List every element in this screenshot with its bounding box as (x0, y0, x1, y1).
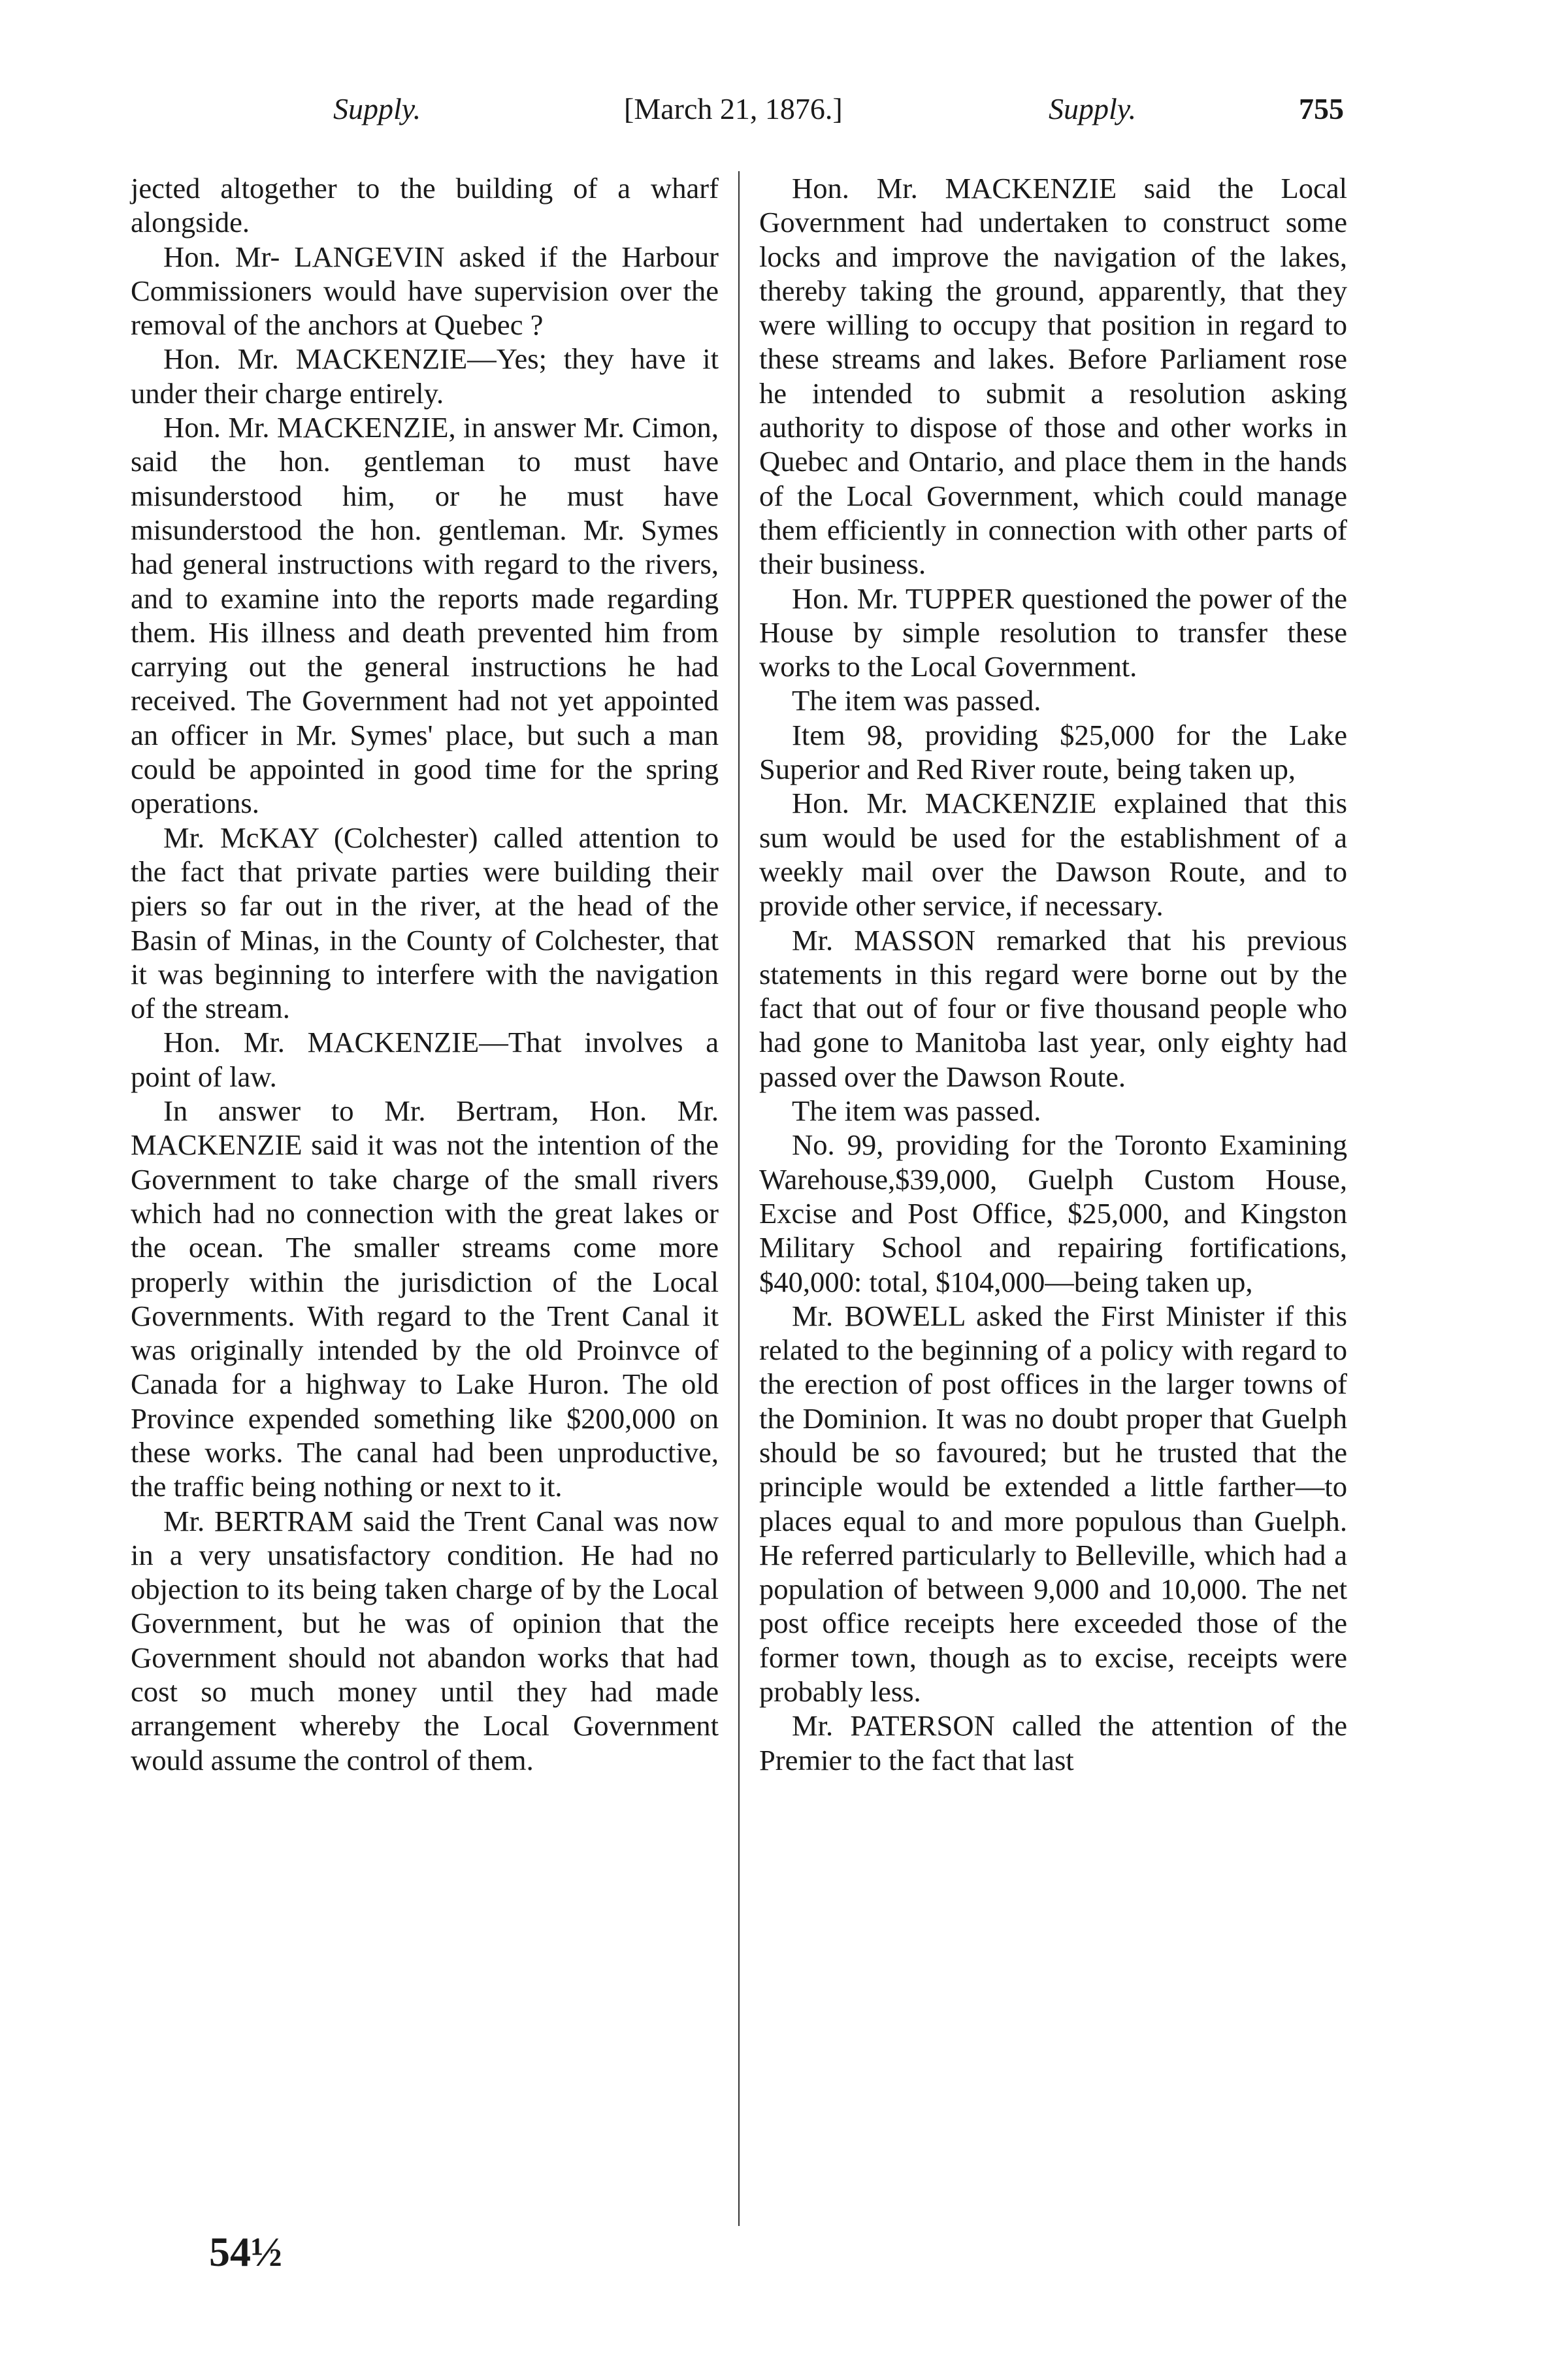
paragraph: Mr. MASSON remarked that his previous statements in this regard were borne out by the fact that out of four or five thousand people who had gone to Manitoba last year, only eighty had passed over the Dawson Route. (759, 923, 1347, 1093)
running-header (0, 91, 1568, 137)
paragraph: No. 99, providing for the Toronto Examining Warehouse,$39,000, Guelph Custom House, Excise and Post Office, $25,000, and Kingston Military School and repairing fortifications, $40,000: total, $104,000—being taken up, (759, 1128, 1347, 1298)
header-date: [March 21, 1876.] (624, 92, 843, 125)
paragraph: Hon. Mr. MACKENZIE—That involves a point of law. (131, 1026, 719, 1093)
paragraph: Mr. PATERSON called the attention of the Premier to the fact that last (759, 1709, 1347, 1776)
paragraph: Item 98, providing $25,000 for the Lake Superior and Red River route, being taken up, (759, 718, 1347, 786)
column-divider (738, 171, 740, 2226)
paragraph: Hon. Mr. MACKENZIE—Yes; they have it under their charge entirely. (131, 342, 719, 410)
paragraph: The item was passed. (792, 684, 1041, 717)
signature-mark: 54½ (209, 2229, 282, 2275)
right-column (759, 171, 1347, 1777)
left-column (131, 171, 719, 1777)
paragraph: Hon. Mr. MACKENZIE said the Local Government had undertaken to construct some locks and improve the navigation of the lakes, thereby taking the ground, apparently, that they were willing to occupy that position in regard to these streams and lakes. Before Parliament rose he intended to submit a resolution asking authority to dispose of those and other works in Quebec and Ontario, and place them in the hands of the Local Government, which could manage them efficiently in connection with other parts of their business. (759, 172, 1347, 581)
paragraph: Mr. BOWELL asked the First Minister if this related to the beginning of a policy with regard to the erection of post offices in the larger towns of the Dominion. It was no doubt proper that Guelph should be so favoured; but he trusted that the principle would be extended a little farther—to places equal to and more populous than Guelph. He referred particularly to Belleville, which had a population of between 9,000 and 10,000. The net post office receipts here exceeded those of the former town, though as to excise, receipts were probably less. (759, 1299, 1347, 1709)
paragraph: Mr. McKAY (Colchester) called attention to the fact that private parties were building their piers so far out in the river, at the head of the Basin of Minas, in the County of Colchester, that it was beginning to interfere with the navigation of the stream. (131, 821, 719, 1025)
header-right-title: Supply. (1049, 92, 1137, 125)
paragraph: Hon. Mr. TUPPER questioned the power of the House by simple resolution to transfer these works to the Local Government. (759, 581, 1347, 683)
paragraph: Hon. Mr. MACKENZIE, in answer Mr. Cimon, said the hon. gentleman to must have misunderstood him, or he must have misunderstood the hon. gentleman. Mr. Symes had general instructions with regard to the rivers, and to examine into the reports made regarding them. His illness and death prevented him from carrying out the general instructions he had received. The Government had not yet appointed an officer in Mr. Symes' place, but such a man could be appointed in good time for the spring operations. (131, 411, 719, 820)
paragraph: Hon. Mr- LANGEVIN asked if the Harbour Commissioners would have supervision over the removal of the anchors at Quebec ? (131, 240, 719, 342)
paragraph: In answer to Mr. Bertram, Hon. Mr. MACKENZIE said it was not the intention of the Government to take charge of the small rivers which had no connection with the great lakes or the ocean. The smaller streams come more properly within the jurisdiction of the Local Governments. With regard to the Trent Canal it was originally intended by the old Proinvce of Canada for a highway to Lake Huron. The old Province expended something like $200,000 on these works. The canal had been unproductive, the traffic being nothing or next to it. (131, 1094, 719, 1503)
paragraph: Hon. Mr. MACKENZIE explained that this sum would be used for the establishment of a weekly mail over the Dawson Route, and to provide other service, if necessary. (759, 787, 1347, 923)
paragraph: The item was passed. (792, 1094, 1041, 1128)
header-left-title: Supply. (333, 92, 421, 125)
page-number: 755 (1299, 92, 1344, 125)
paragraph: Mr. BERTRAM said the Trent Canal was now in a very unsatisfactory condition. He had no objection to its being taken charge of by the Local Government, but he was of opinion that the Government should not abandon works that had cost so much money until they had made arrangement whereby the Local Government would assume the control of them. (131, 1504, 719, 1776)
paragraph: jected altogether to the building of a wharf alongside. (131, 172, 719, 239)
